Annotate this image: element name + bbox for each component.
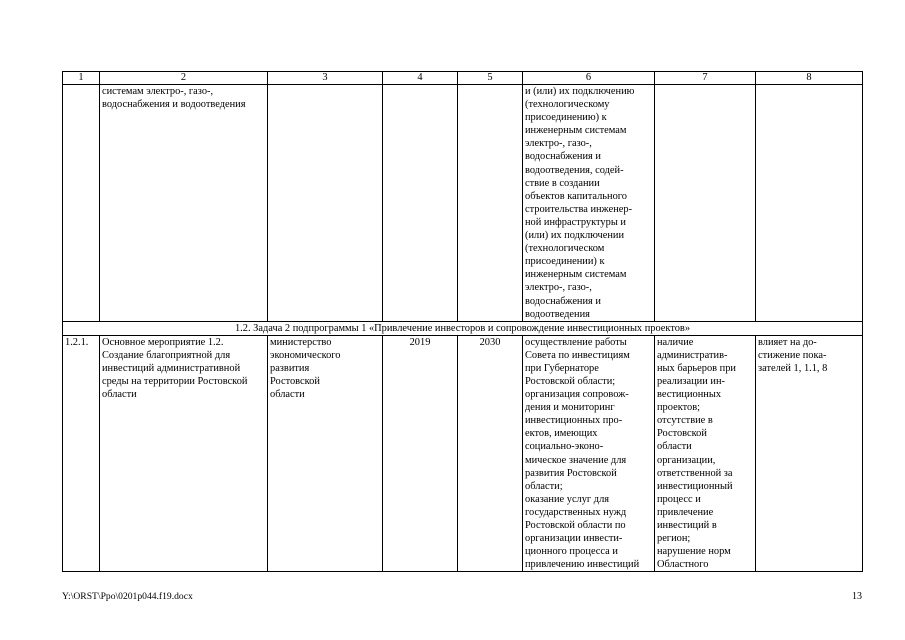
- measures-table: [62, 71, 863, 572]
- section-row: [63, 321, 863, 335]
- measure-name-cell: Основное мероприятие 1.2. Создание благоприятной для инвестиций административной среды на территории Ростовской области: [100, 335, 268, 572]
- measure-name-cell: системам электро-, газо-, водоснабжения и водоотведения: [100, 85, 268, 322]
- column-number: 8: [756, 72, 863, 85]
- expected-result-cell: осуществление работы Совета по инвестициям при Губернаторе Ростовской области; организация сопровож- дения и мониторинг инвестиционных про- ектов, имеющих социально-эконо- мическое значение для развития Ростовской области; оказание услуг для государственных нужд Ростовской области по организации инвести- ционного процесса и привлечению инвестиций: [523, 335, 655, 572]
- consequences-cell: [655, 85, 756, 322]
- column-number: 6: [523, 72, 655, 85]
- column-number: 5: [458, 72, 523, 85]
- indicator-link-cell: [756, 85, 863, 322]
- column-number-row: [63, 72, 863, 85]
- executor-cell: министерство экономического развития Ростовской области: [268, 335, 383, 572]
- column-number: 3: [268, 72, 383, 85]
- column-number: 2: [100, 72, 268, 85]
- row-number-cell: 1.2.1.: [63, 335, 100, 572]
- column-number: 1: [63, 72, 100, 85]
- consequences-cell: наличие административ- ных барьеров при реализации ин- вестиционных проектов; отсутствие в Ростовской области организации, ответственной за инвестиционный процесс и привлечение инвестиций в регион; нарушение норм Областного: [655, 335, 756, 572]
- start-year-cell: 2019: [383, 335, 458, 572]
- start-year-cell: [383, 85, 458, 322]
- page-number: 13: [852, 591, 862, 602]
- indicator-link-cell: влияет на до- стижение пока- зателей 1, 1.1, 8: [756, 335, 863, 572]
- row-number-cell: [63, 85, 100, 322]
- table-row: [63, 335, 863, 572]
- table-row: [63, 85, 863, 322]
- expected-result-cell: и (или) их подключению (технологическому присоединению) к инженерным системам электро-, газо-, водоснабжения и водоотведения, содей- ствие в создании объектов капитального строительства инженер- ной инфраструктуры и (или) их подключении (технологическом присоединении) к инженерным системам электро-, газо-, водоснабжения и водоотведения: [523, 85, 655, 322]
- section-title: 1.2. Задача 2 подпрограммы 1 «Привлечение инвесторов и сопровождение инвестиционных проектов»: [63, 321, 863, 335]
- end-year-cell: 2030: [458, 335, 523, 572]
- column-number: 4: [383, 72, 458, 85]
- end-year-cell: [458, 85, 523, 322]
- executor-cell: [268, 85, 383, 322]
- file-path: Y:\ORST\Ppo\0201p044.f19.docx: [62, 591, 193, 602]
- column-number: 7: [655, 72, 756, 85]
